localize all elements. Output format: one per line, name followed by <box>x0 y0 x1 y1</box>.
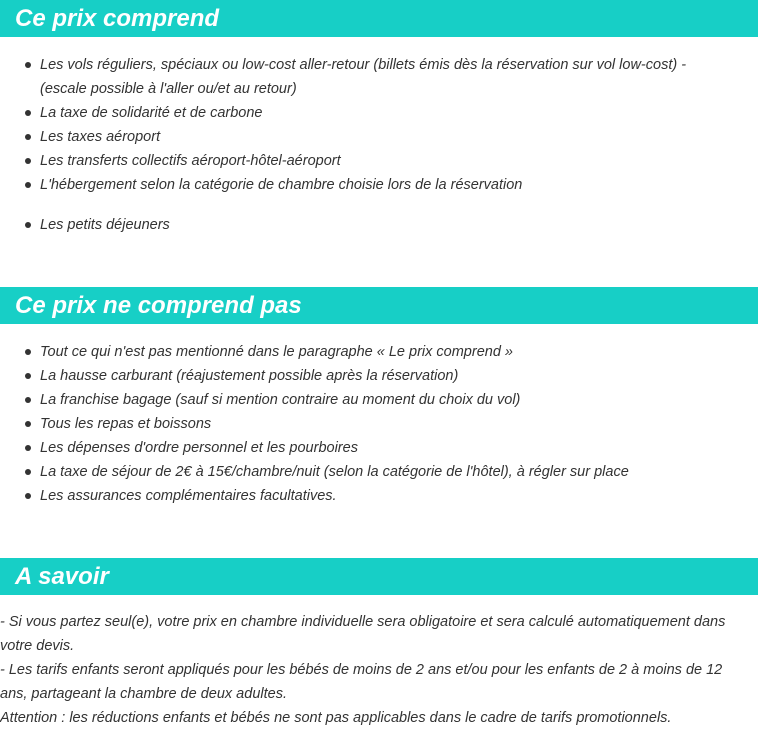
list-item <box>0 436 758 460</box>
bullet-icon <box>25 182 31 188</box>
bullet-icon <box>25 349 31 355</box>
list-item <box>0 173 758 197</box>
bullet-icon <box>25 445 31 451</box>
list-item-text: Les petits déjeuners <box>40 217 170 233</box>
list-item-text: La hausse carburant (réajustement possible après la réservation) <box>40 368 459 384</box>
bullet-icon <box>25 397 31 403</box>
list-item <box>0 340 758 364</box>
list-item <box>0 125 758 149</box>
price-includes-list <box>0 53 758 237</box>
bullet-icon <box>25 158 31 164</box>
good-to-know-text <box>0 610 758 730</box>
list-item <box>0 53 758 101</box>
list-item <box>0 149 758 173</box>
bullet-icon <box>25 373 31 379</box>
list-item-text: Les taxes aéroport <box>40 129 161 145</box>
list-item <box>0 364 758 388</box>
list-item <box>0 101 758 125</box>
list-item-text: Les transferts collectifs aéroport-hôtel-aéroport <box>40 153 341 169</box>
list-item <box>0 388 758 412</box>
section-title-price-includes: Ce prix comprend <box>0 0 758 37</box>
list-item-text: La franchise bagage (sauf si mention contraire au moment du choix du vol) <box>40 392 521 408</box>
list-item-text: La taxe de séjour de 2€ à 15€/chambre/nuit (selon la catégorie de l'hôtel), à régler sur place <box>40 464 629 480</box>
bullet-icon <box>25 469 31 475</box>
price-excludes-list <box>0 340 758 508</box>
list-item-text: Tous les repas et boissons <box>40 416 212 432</box>
list-item-text: Les vols réguliers, spéciaux ou low-cost aller-retour (billets émis dès la réservation sur vol low-cost) - (escale possible à l'aller ou/et au retour) <box>40 57 687 97</box>
paragraph: - Les tarifs enfants seront appliqués pour les bébés de moins de 2 ans et/ou pour les enfants de 2 à moins de 12 ans, partageant la chambre de deux adultes. <box>0 662 723 702</box>
section-title-good-to-know: A savoir <box>0 558 758 595</box>
list-item-text: Tout ce qui n'est pas mentionné dans le paragraphe « Le prix comprend » <box>40 344 513 360</box>
bullet-icon <box>25 62 31 68</box>
list-item <box>0 460 758 484</box>
section-title-price-excludes: Ce prix ne comprend pas <box>0 287 758 324</box>
list-item <box>0 412 758 436</box>
bullet-icon <box>25 421 31 427</box>
bullet-icon <box>25 110 31 116</box>
list-item-text: La taxe de solidarité et de carbone <box>40 105 263 121</box>
list-item <box>0 213 758 237</box>
list-item-text: Les dépenses d'ordre personnel et les pourboires <box>40 440 358 456</box>
list-item-text: Les assurances complémentaires facultatives. <box>40 488 337 504</box>
bullet-icon <box>25 134 31 140</box>
paragraph: Attention : les réductions enfants et bébés ne sont pas applicables dans le cadre de tarifs promotionnels. <box>0 710 672 726</box>
bullet-icon <box>25 493 31 499</box>
bullet-icon <box>25 222 31 228</box>
list-item-text: L'hébergement selon la catégorie de chambre choisie lors de la réservation <box>40 177 523 193</box>
list-item <box>0 484 758 508</box>
paragraph: - Si vous partez seul(e), votre prix en chambre individuelle sera obligatoire et sera calculé automatiquement dans votre devis. <box>0 614 726 654</box>
